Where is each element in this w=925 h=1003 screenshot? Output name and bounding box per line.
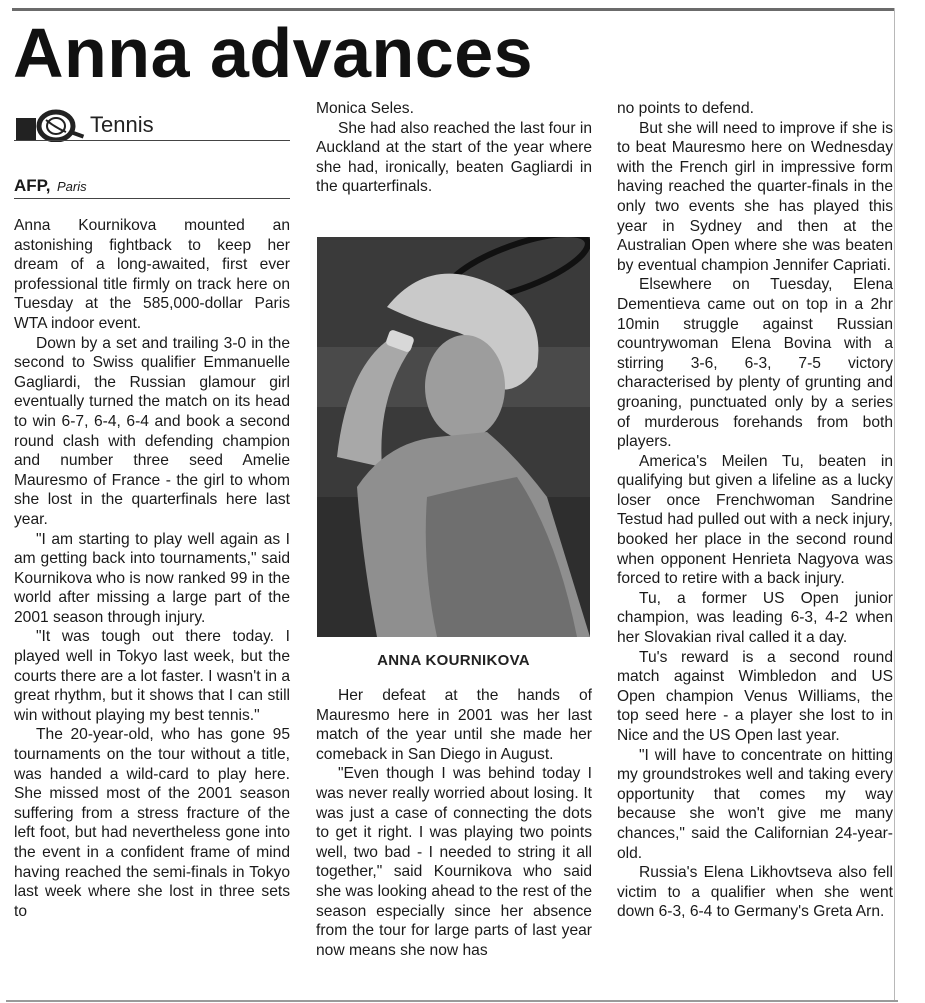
paragraph: "Even though I was behind today I was never really worried about losing. It was just a case of connecting the dots to get it right. I was playing two points well, two bad - I needed to string it all together," said Kournikova who said she was looking ahead to the rest of the season especially since her absence from the tour for large parts of last year now means she now has: [316, 765, 592, 959]
section-rule: [14, 140, 290, 141]
paragraph: "I am starting to play well again as I am getting back into tournaments," said Kournikova who is now ranked 99 in the world after missing a large part of the 2001 season through injury.: [14, 530, 290, 626]
paragraph: Russia's Elena Likhovtseva also fell victim to a qualifier when she went down 6-3, 6-4 to Germany's Greta Arn.: [617, 864, 893, 921]
paragraph: Tu's reward is a second round match against Wimbledon and US Open champion Venus Williams, the top seed here - a player she lost to in Nice and the US Open last year.: [617, 648, 893, 744]
byline-rule: [14, 198, 290, 199]
headline: Anna advances: [13, 14, 534, 92]
article-column-2-bottom: [316, 686, 592, 960]
section-tag: [14, 106, 290, 142]
paragraph: no points to defend.: [617, 100, 754, 117]
tennis-racket-icon: [16, 108, 86, 142]
paragraph: But she will need to improve if she is to beat Mauresmo here on Wednesday with the French girl in impressive form having reached the quarter-finals in the only two events she has played this year in Sydney and then at the Australian Open where she was beaten by eventual champion Jennifer Capriati.: [617, 119, 893, 274]
paragraph: She had also reached the last four in Auckland at the start of the year where she had, ironically, beaten Gagliardi in the quarterfinals.: [316, 119, 592, 196]
paragraph: America's Meilen Tu, beaten in qualifying but given a lifeline as a lucky loser once Frenchwoman Sandrine Testud had pulled out with a neck injury, booked her place in the second round when opponent Henrieta Nagyova was forced to retire with a back injury.: [617, 452, 893, 588]
article-column-1: [14, 216, 290, 921]
paragraph: "I will have to concentrate on hitting my groundstrokes well and taking every opportunity that comes my way because she won't give me many chances," said the Californian 24-year-old.: [617, 746, 893, 862]
article-column-2-top: [316, 99, 592, 197]
player-photo-illustration: [317, 237, 590, 637]
article-column-3: [617, 99, 893, 922]
paragraph: Down by a set and trailing 3-0 in the second to Swiss qualifier Emmanuelle Gagliardi, the Russian glamour girl eventually turned the match on its head to win 6-7, 6-4, 6-4 and book a second round clash with defending champion and number three seed Amelie Mauresmo of France - the girl to whom she lost in the quarterfinals here last year.: [14, 334, 290, 528]
page-right-border: [894, 8, 895, 1002]
photo-caption: ANNA KOURNIKOVA: [377, 652, 530, 669]
paragraph: The 20-year-old, who has gone 95 tournaments on the tour without a title, was handed a wild-card to play here. She missed most of the 2001 season suffering from a stress fracture of the left foot, but had nevertheless gone into the event in a confident frame of mind having reached the semi-finals in Tokyo last week where she lost in three sets to: [14, 726, 290, 920]
byline-agency: AFP,: [14, 176, 51, 195]
page-bottom-border: [6, 1000, 898, 1002]
paragraph: "It was tough out there today. I played well in Tokyo last week, but the courts there are a lot faster. I wasn't in a great rhythm, but it shows that I can still win without playing my best tennis.": [14, 628, 291, 724]
paragraph: Tu, a former US Open junior champion, was leading 6-3, 4-2 when her Slovakian rival called it a day.: [617, 589, 893, 647]
player-photo: [317, 237, 590, 637]
paragraph: Anna Kournikova mounted an astonishing fightback to keep her dream of a long-awaited, first ever professional title firmly on track here on Tuesday at the 585,000-dollar Paris WTA indoor event.: [14, 217, 290, 332]
paragraph: Elsewhere on Tuesday, Elena Dementieva came out on top in a 2hr 10min struggle against Russian countrywoman Elena Bovina with a stirring 3-6, 6-3, 7-5 victory characterised by plenty of grunting and groaning, punctuated only by a series of murderous forehands from both players.: [617, 276, 893, 451]
paragraph: Monica Seles.: [316, 100, 414, 117]
byline: [14, 176, 290, 200]
byline-city: Paris: [57, 179, 87, 194]
paragraph: Her defeat at the hands of Mauresmo here in 2001 was her last match of the year until she made her comeback in San Diego in August.: [316, 687, 592, 763]
section-label: Tennis: [90, 112, 154, 137]
